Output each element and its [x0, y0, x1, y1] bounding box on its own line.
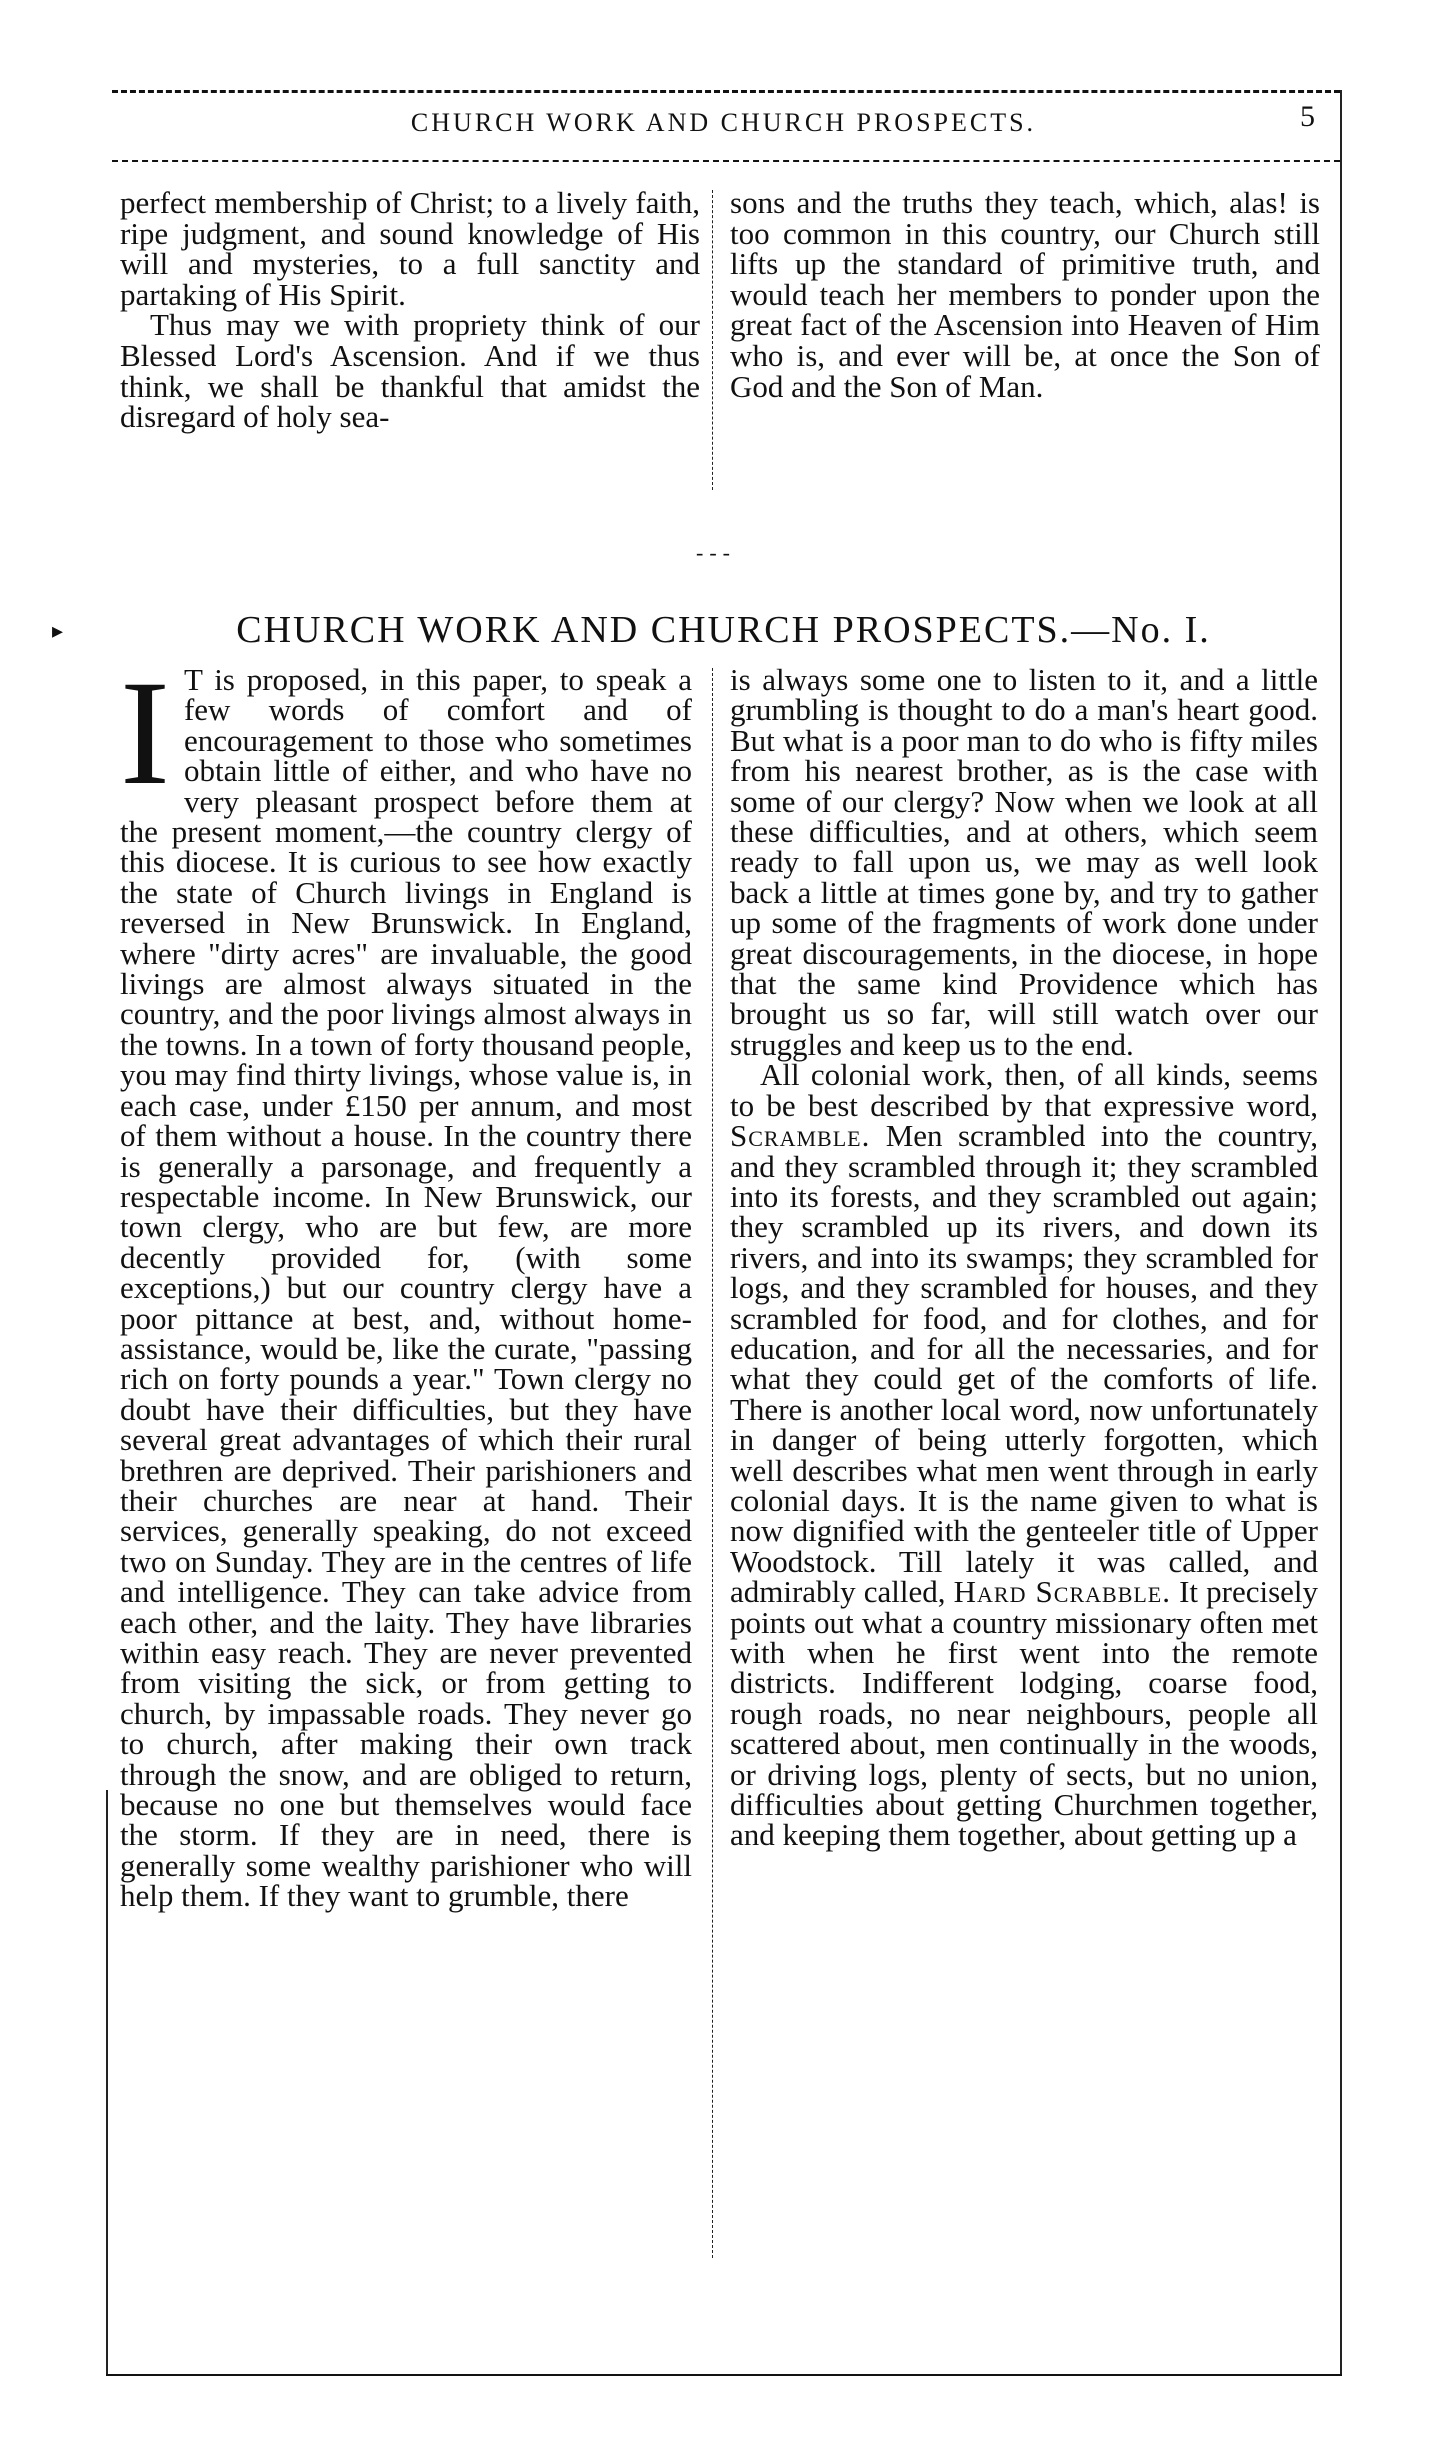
article-left-paragraph: T is proposed, in this paper, to speak a few words of comfort and of encouragement to those who sometimes obtain little of either, and who have no very pleasant prospect before them at the present moment,—the country clergy of this diocese. It is curious to see how exactly the state of Church livings in England is reversed in New Brunswick. In England, where "dirty acres" are invaluable, the good livings are almost always situated in the country, and the poor livings almost always in the towns. In a town of forty thousand people, you may find thirty livings, whose value is, in each case, under £150 per annum, and most of them without a house. In the country there is generally a parsonage, and frequently a respectable income. In New Brunswick, our town clergy, who are but few, are more decently provided for, (with some exceptions,) but our country clergy have a poor pittance at best, and, without home-assistance, would be, like the curate, "passing rich on forty pounds a year." Town clergy no doubt have their difficulties, but they have several great advantages of which their rural brethren are deprived. Their parishioners and their churches are near at hand. Their services, generally speaking, do not exceed two on Sunday. They are in the centres of life and intelligence. They can take advice from each other, and the laity. They have libraries within easy reach. They are never prevented from visiting the sick, or from getting to church, by impassable roads. They never go to church, after making their own track through the snow, and are obliged to return, because no one but themselves would face the storm. If they are in need, there is generally some wealthy parishioner who will help them. If they want to grumble, there	[120, 662, 692, 1914]
left-border-rule	[106, 1790, 108, 2375]
top-left-paragraph-2: Thus may we with propriety think of our Blessed Lord's Ascension. And if we thus think, we shall be thankful that amidst the disregard of holy sea-	[120, 307, 700, 435]
right-border-rule	[1340, 90, 1342, 2375]
top-column-divider	[712, 190, 713, 490]
running-head: CHURCH WORK AND CHURCH PROSPECTS.	[410, 108, 1037, 137]
article-column-divider	[712, 668, 713, 2258]
paragraph-2-text-c: It precisely points out what a country missionary often met with when he first went into the remote districts. Indifferent lodging, coarse food, rough roads, no near neighbours, people all scattered about, men continually in the woods, or driving logs, plenty of sects, but no union, difficulties about getting Churchmen together, and keeping them together, about getting up a	[730, 1574, 1319, 1853]
scramble-word: Scramble.	[730, 1118, 871, 1154]
top-left-column	[120, 185, 700, 435]
article-right-column	[730, 662, 1319, 1853]
article-right-paragraph-1: is always some one to listen to it, and a little grumbling is thought to do a man's heart good. But what is a poor man to do who is fifty miles from his nearest brother, as is the case with some of our clergy? Now when we look at all these difficulties, and at others, which seem ready to fall upon us, we may as well look back a little at times gone by, and try to gather up some of the fragments of work done under great discouragements, in the diocese, in hope that the same kind Providence which has brought us so far, will still watch over our struggles and keep us to the end.	[730, 662, 1318, 1062]
page-number: 5	[1300, 100, 1315, 133]
header-underline-rule	[112, 160, 1340, 162]
drop-cap: I	[120, 650, 170, 816]
bottom-rule	[106, 2374, 1342, 2376]
hard-scrabble-word: Hard Scrabble.	[953, 1574, 1171, 1610]
margin-bullet-icon: ▸	[52, 618, 64, 643]
top-right-paragraph: sons and the truths they teach, which, alas! is too common in this country, our Church still lifts up the standard of primitive truth, and would teach her members to ponder upon the great fact of the Ascension into Heaven of Him who is, and ever will be, at once the Son of God and the Son of Man.	[730, 185, 1320, 404]
top-dashed-rule	[112, 90, 1340, 93]
paragraph-2-text-a: All colonial work, then, of all kinds, seems to be best described by that expressive word,	[730, 1057, 1318, 1123]
paragraph-2-text-b: Men scrambled into the country, and they scrambled through it; they scrambled into its forests, and they scrambled out again; they scrambled up its rivers, and down its rivers, and into its swamps; they scrambled for logs, and they scrambled for houses, and they scrambled for food, and for clothes, and for education, and for all the necessaries, and for what they could get of the comforts of life. There is another local word, now unfortunately in danger of being utterly forgotten, which well describes what men went through in early colonial days. It is the name given to what is now dignified with the genteeler title of Upper Woodstock. Till lately it was called, and admirably called,	[730, 1118, 1319, 1610]
top-left-paragraph-1: perfect membership of Christ; to a lively faith, ripe judgment, and sound knowledge of His will and mysteries, to a full sanctity and partaking of His Spirit.	[120, 185, 700, 312]
top-right-column	[730, 185, 1320, 404]
article-right-paragraph-2	[730, 1057, 1319, 1853]
article-title: CHURCH WORK AND CHURCH PROSPECTS.—No. I.	[236, 609, 1211, 651]
section-separator: ---	[696, 540, 736, 565]
article-left-column	[120, 650, 692, 1914]
